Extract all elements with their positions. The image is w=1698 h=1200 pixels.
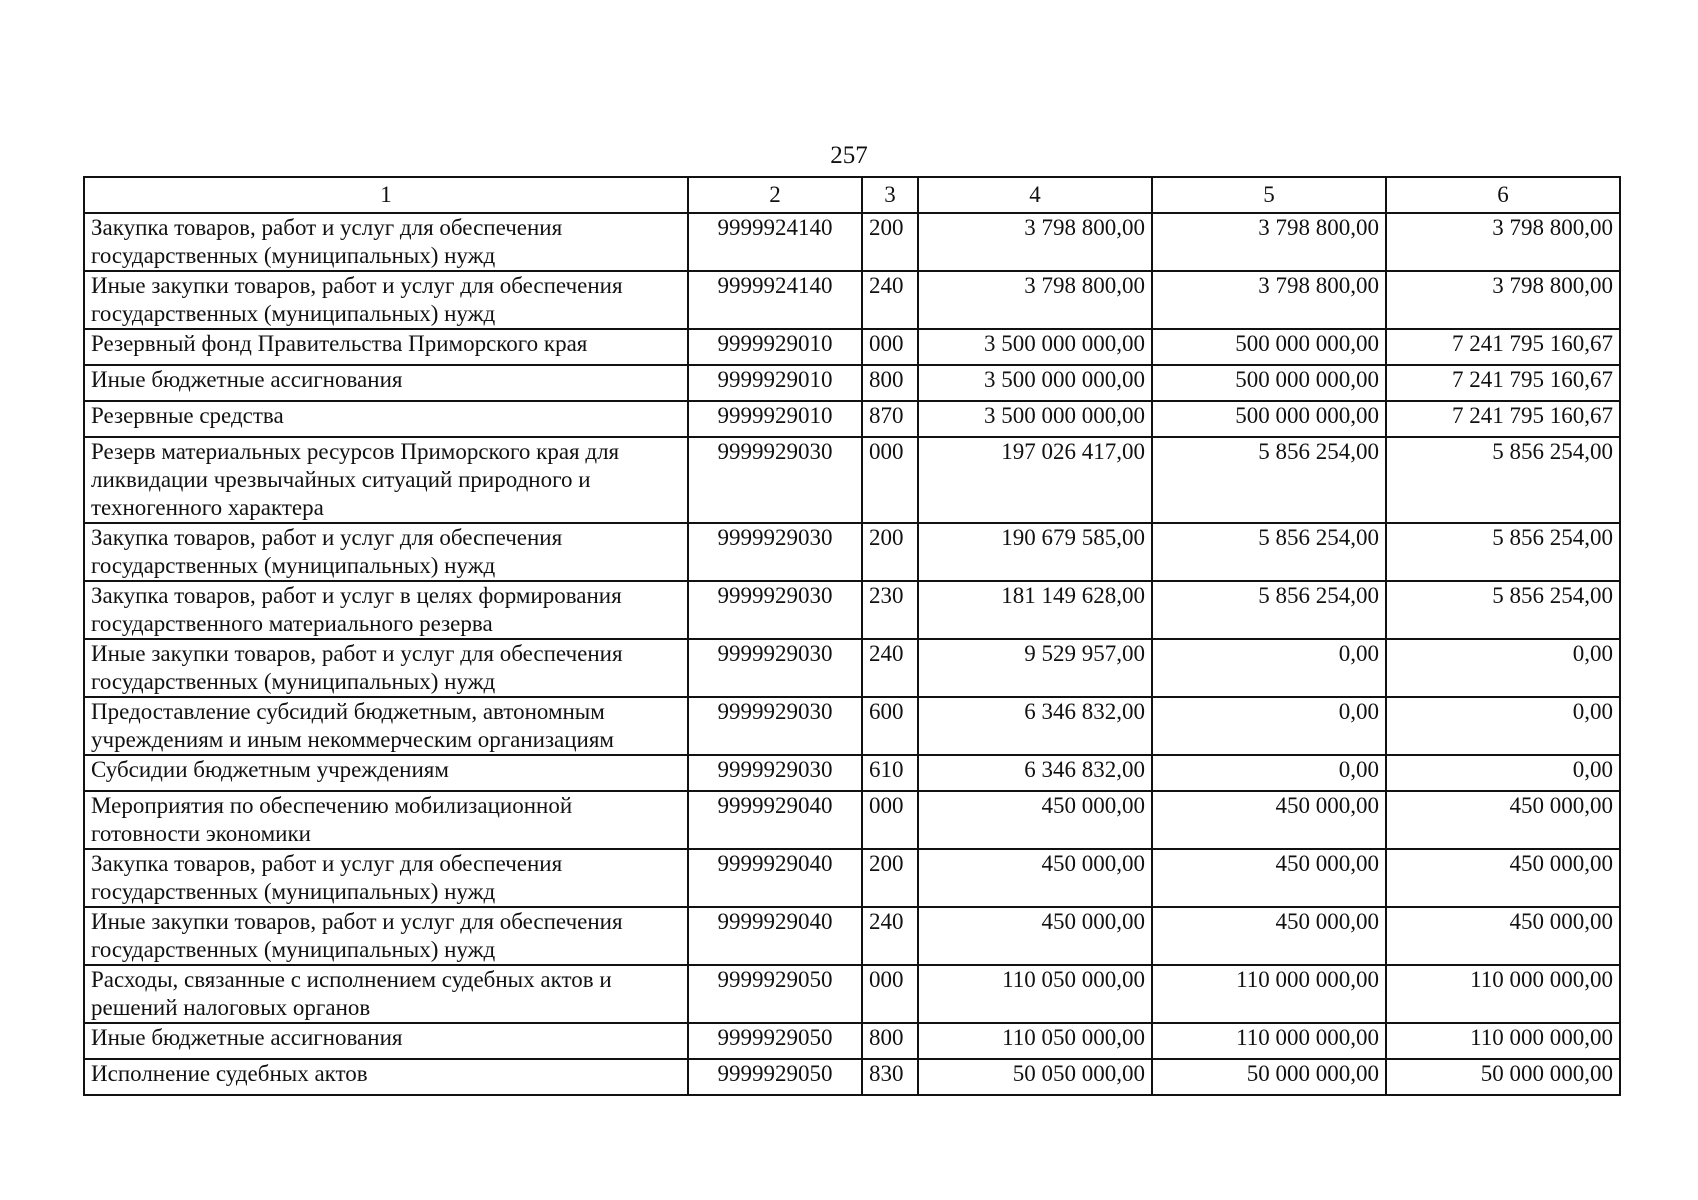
amount-col4-cell: 3 798 800,00 — [918, 213, 1152, 271]
amount-col5-cell: 450 000,00 — [1152, 791, 1386, 849]
amount-col4-cell: 110 050 000,00 — [918, 965, 1152, 1023]
table-row — [84, 581, 1620, 639]
amount-col5-cell: 500 000 000,00 — [1152, 329, 1386, 365]
expense-type-cell: 230 — [862, 581, 918, 639]
column-header: 1 — [84, 177, 688, 213]
target-code-cell: 9999929030 — [688, 755, 862, 791]
expense-type-cell: 800 — [862, 1023, 918, 1059]
amount-col6-cell: 50 000 000,00 — [1386, 1059, 1620, 1095]
amount-col4-cell: 3 500 000 000,00 — [918, 329, 1152, 365]
expense-name-cell: Резерв материальных ресурсов Приморского края для ликвидации чрезвычайных ситуаций природного и техногенного характера — [84, 437, 688, 523]
target-code-cell: 9999929040 — [688, 907, 862, 965]
amount-col5-cell: 5 856 254,00 — [1152, 523, 1386, 581]
amount-col5-cell: 450 000,00 — [1152, 907, 1386, 965]
amount-col6-cell: 0,00 — [1386, 755, 1620, 791]
table-row — [84, 1059, 1620, 1095]
amount-col4-cell: 6 346 832,00 — [918, 697, 1152, 755]
expense-name-cell: Закупка товаров, работ и услуг для обеспечения государственных (муниципальных) нужд — [84, 213, 688, 271]
column-header: 2 — [688, 177, 862, 213]
target-code-cell: 9999929030 — [688, 581, 862, 639]
target-code-cell: 9999929030 — [688, 523, 862, 581]
amount-col6-cell: 450 000,00 — [1386, 907, 1620, 965]
amount-col5-cell: 0,00 — [1152, 697, 1386, 755]
table-row — [84, 639, 1620, 697]
expense-name-cell: Закупка товаров, работ и услуг для обеспечения государственных (муниципальных) нужд — [84, 523, 688, 581]
expense-name-cell: Иные закупки товаров, работ и услуг для обеспечения государственных (муниципальных) нужд — [84, 639, 688, 697]
target-code-cell: 9999929030 — [688, 697, 862, 755]
expense-name-cell: Иные закупки товаров, работ и услуг для обеспечения государственных (муниципальных) нужд — [84, 271, 688, 329]
expense-name-cell: Субсидии бюджетным учреждениям — [84, 755, 688, 791]
expense-type-cell: 240 — [862, 907, 918, 965]
expense-type-cell: 000 — [862, 329, 918, 365]
expense-name-cell: Мероприятия по обеспечению мобилизационной готовности экономики — [84, 791, 688, 849]
target-code-cell: 9999924140 — [688, 213, 862, 271]
expense-name-cell: Иные бюджетные ассигнования — [84, 365, 688, 401]
amount-col5-cell: 5 856 254,00 — [1152, 437, 1386, 523]
expense-type-cell: 000 — [862, 965, 918, 1023]
expense-name-cell: Закупка товаров, работ и услуг в целях формирования государственного материального резерва — [84, 581, 688, 639]
expense-type-cell: 830 — [862, 1059, 918, 1095]
column-header: 6 — [1386, 177, 1620, 213]
table-row — [84, 329, 1620, 365]
amount-col6-cell: 3 798 800,00 — [1386, 271, 1620, 329]
table-row — [84, 965, 1620, 1023]
expense-name-cell: Резервные средства — [84, 401, 688, 437]
table-row — [84, 213, 1620, 271]
amount-col6-cell: 7 241 795 160,67 — [1386, 329, 1620, 365]
table-row — [84, 365, 1620, 401]
expense-type-cell: 870 — [862, 401, 918, 437]
column-header: 4 — [918, 177, 1152, 213]
column-header: 3 — [862, 177, 918, 213]
amount-col5-cell: 0,00 — [1152, 755, 1386, 791]
amount-col4-cell: 181 149 628,00 — [918, 581, 1152, 639]
amount-col5-cell: 50 000 000,00 — [1152, 1059, 1386, 1095]
expense-type-cell: 000 — [862, 791, 918, 849]
target-code-cell: 9999929030 — [688, 639, 862, 697]
target-code-cell: 9999929040 — [688, 849, 862, 907]
page-number: 257 — [830, 142, 868, 169]
expense-name-cell: Предоставление субсидий бюджетным, автономным учреждениям и иным некоммерческим организациям — [84, 697, 688, 755]
target-code-cell: 9999929050 — [688, 1023, 862, 1059]
expense-type-cell: 200 — [862, 849, 918, 907]
target-code-cell: 9999929040 — [688, 791, 862, 849]
amount-col6-cell: 110 000 000,00 — [1386, 965, 1620, 1023]
amount-col5-cell: 500 000 000,00 — [1152, 365, 1386, 401]
amount-col6-cell: 3 798 800,00 — [1386, 213, 1620, 271]
expense-name-cell: Иные бюджетные ассигнования — [84, 1023, 688, 1059]
amount-col6-cell: 5 856 254,00 — [1386, 581, 1620, 639]
target-code-cell: 9999929030 — [688, 437, 862, 523]
amount-col4-cell: 50 050 000,00 — [918, 1059, 1152, 1095]
table-row — [84, 523, 1620, 581]
target-code-cell: 9999929010 — [688, 365, 862, 401]
table-row — [84, 1023, 1620, 1059]
amount-col5-cell: 3 798 800,00 — [1152, 271, 1386, 329]
amount-col6-cell: 450 000,00 — [1386, 849, 1620, 907]
target-code-cell: 9999929050 — [688, 965, 862, 1023]
amount-col4-cell: 3 500 000 000,00 — [918, 365, 1152, 401]
table-row — [84, 401, 1620, 437]
expense-type-cell: 800 — [862, 365, 918, 401]
amount-col5-cell: 0,00 — [1152, 639, 1386, 697]
amount-col4-cell: 190 679 585,00 — [918, 523, 1152, 581]
target-code-cell: 9999929050 — [688, 1059, 862, 1095]
expense-type-cell: 200 — [862, 523, 918, 581]
table-row — [84, 907, 1620, 965]
amount-col6-cell: 5 856 254,00 — [1386, 523, 1620, 581]
expense-type-cell: 240 — [862, 271, 918, 329]
table-row — [84, 437, 1620, 523]
column-header: 5 — [1152, 177, 1386, 213]
expense-type-cell: 240 — [862, 639, 918, 697]
expense-name-cell: Расходы, связанные с исполнением судебных актов и решений налоговых органов — [84, 965, 688, 1023]
amount-col5-cell: 450 000,00 — [1152, 849, 1386, 907]
amount-col6-cell: 5 856 254,00 — [1386, 437, 1620, 523]
amount-col5-cell: 3 798 800,00 — [1152, 213, 1386, 271]
expense-name-cell: Закупка товаров, работ и услуг для обеспечения государственных (муниципальных) нужд — [84, 849, 688, 907]
expense-type-cell: 610 — [862, 755, 918, 791]
amount-col6-cell: 7 241 795 160,67 — [1386, 365, 1620, 401]
expense-name-cell: Исполнение судебных актов — [84, 1059, 688, 1095]
table-header-row — [84, 177, 1620, 213]
amount-col4-cell: 110 050 000,00 — [918, 1023, 1152, 1059]
amount-col4-cell: 450 000,00 — [918, 849, 1152, 907]
amount-col4-cell: 450 000,00 — [918, 907, 1152, 965]
target-code-cell: 9999924140 — [688, 271, 862, 329]
table-row — [84, 697, 1620, 755]
amount-col6-cell: 0,00 — [1386, 639, 1620, 697]
amount-col4-cell: 6 346 832,00 — [918, 755, 1152, 791]
amount-col4-cell: 9 529 957,00 — [918, 639, 1152, 697]
table-row — [84, 791, 1620, 849]
amount-col6-cell: 110 000 000,00 — [1386, 1023, 1620, 1059]
budget-table — [83, 176, 1621, 1096]
amount-col5-cell: 500 000 000,00 — [1152, 401, 1386, 437]
amount-col5-cell: 110 000 000,00 — [1152, 965, 1386, 1023]
amount-col4-cell: 197 026 417,00 — [918, 437, 1152, 523]
expense-name-cell: Резервный фонд Правительства Приморского края — [84, 329, 688, 365]
table-row — [84, 755, 1620, 791]
amount-col6-cell: 7 241 795 160,67 — [1386, 401, 1620, 437]
expense-type-cell: 600 — [862, 697, 918, 755]
table-row — [84, 849, 1620, 907]
expense-name-cell: Иные закупки товаров, работ и услуг для обеспечения государственных (муниципальных) нужд — [84, 907, 688, 965]
amount-col6-cell: 0,00 — [1386, 697, 1620, 755]
expense-type-cell: 200 — [862, 213, 918, 271]
amount-col4-cell: 450 000,00 — [918, 791, 1152, 849]
expense-type-cell: 000 — [862, 437, 918, 523]
amount-col5-cell: 5 856 254,00 — [1152, 581, 1386, 639]
target-code-cell: 9999929010 — [688, 401, 862, 437]
amount-col4-cell: 3 798 800,00 — [918, 271, 1152, 329]
table-row — [84, 271, 1620, 329]
amount-col6-cell: 450 000,00 — [1386, 791, 1620, 849]
amount-col5-cell: 110 000 000,00 — [1152, 1023, 1386, 1059]
amount-col4-cell: 3 500 000 000,00 — [918, 401, 1152, 437]
target-code-cell: 9999929010 — [688, 329, 862, 365]
